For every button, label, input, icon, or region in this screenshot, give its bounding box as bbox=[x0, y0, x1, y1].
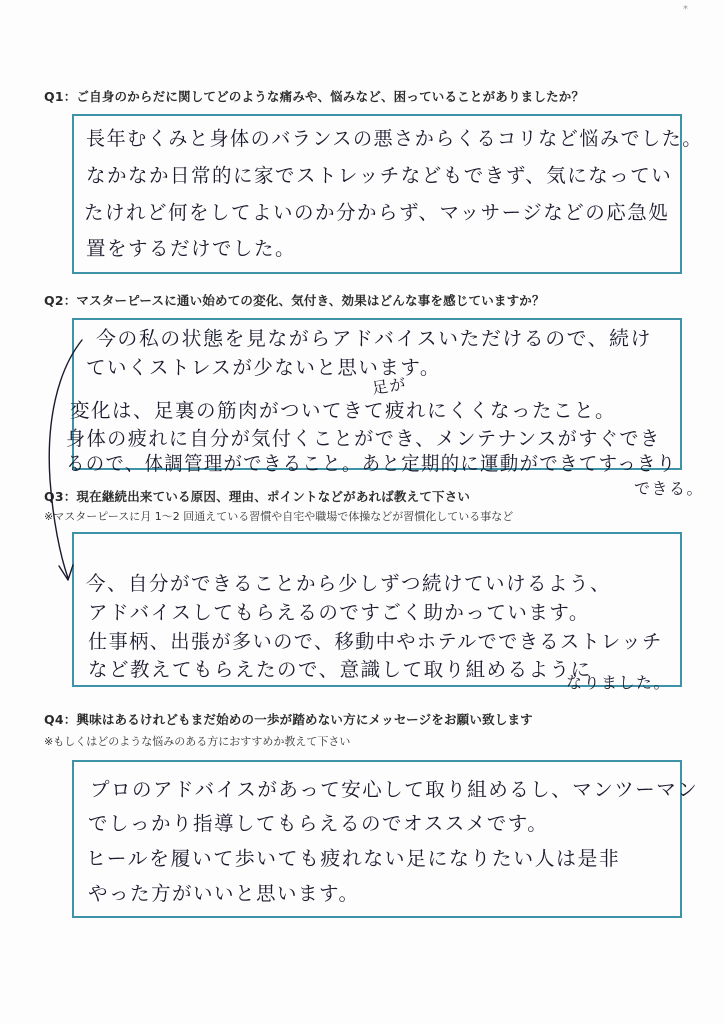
corner-mark: * bbox=[683, 4, 688, 15]
answer-2-line-2: ていくストレスが少ないと思います。 bbox=[86, 356, 441, 379]
question-3: Q3：現在継続出来ている原因、理由、ポイントなどがあれば教えて下さい bbox=[44, 489, 471, 504]
answer-3-line-4: など教えてもらえたので、意識して取り組めるように bbox=[88, 658, 592, 681]
question-4: Q4：興味はあるけれどもまだ始めの一歩が踏めない方にメッセージをお願い致します bbox=[44, 712, 533, 727]
answer-1-line-3: たけれど何をしてよいのか分からず、マッサージなどの応急処 bbox=[84, 201, 670, 224]
answer-2-line-1: 今の私の状態を見ながらアドバイスいただけるので、続け bbox=[96, 327, 652, 350]
question-2: Q2：マスターピースに通い始めての変化、気付き、効果はどんな事を感じていますか？ bbox=[44, 293, 545, 308]
answer-4-line-4: やった方がいいと思います。 bbox=[88, 882, 360, 905]
answer-1-line-2: なかなか日常的に家でストレッチなどもできず、気になってい bbox=[86, 164, 673, 187]
answer-3-line-2: アドバイスしてもらえるのですごく助かっています。 bbox=[88, 601, 590, 624]
answer-1-line-4: 置をするだけでした。 bbox=[86, 237, 297, 260]
answer-2-tail: できる。 bbox=[634, 479, 705, 498]
answer-4-line-2: でしっかり指導してもらえるのでオススメです。 bbox=[88, 812, 549, 835]
answer-3-tail: なりました。 bbox=[566, 673, 672, 692]
question-4-note: ※もしくはどのような悩みのある方におすすめか教えて下さい bbox=[44, 735, 351, 748]
answer-4-line-3: ヒールを履いて歩いても疲れない足になりたい人は是非 bbox=[86, 847, 621, 870]
question-1: Q1：ご自身のからだに関してどのような痛みや、悩みなど、困っていることがありましたか？ bbox=[44, 89, 585, 104]
answer-2-line-3: 変化は、足裏の筋肉がついてきて疲れにくくなったこと。 bbox=[70, 399, 617, 422]
answer-2-line-4: 身体の疲れに自分が気付くことができ、メンテナンスがすぐでき bbox=[66, 427, 661, 450]
answer-2-line-5: るので、体調管理ができること。あと定期的に運動ができてすっきり bbox=[66, 452, 677, 475]
answer-3-line-1: 今、自分ができることから少しずつ続けていけるよう、 bbox=[86, 572, 612, 595]
question-3-note: ※マスターピースに月 1～2 回通えている習慣や自宅や職場で体操などが習慣化している事など bbox=[44, 510, 514, 523]
answer-2-insertion: 足が bbox=[370, 374, 409, 398]
answer-4-line-1: プロのアドバイスがあって安心して取り組めるし、マンツーマン bbox=[90, 778, 699, 801]
answer-1-line-1: 長年むくみと身体のバランスの悪さからくるコリなど悩みでした。 bbox=[86, 127, 703, 150]
answer-3-line-3: 仕事柄、出張が多いので、移動中やホテルでできるストレッチ bbox=[88, 630, 663, 653]
